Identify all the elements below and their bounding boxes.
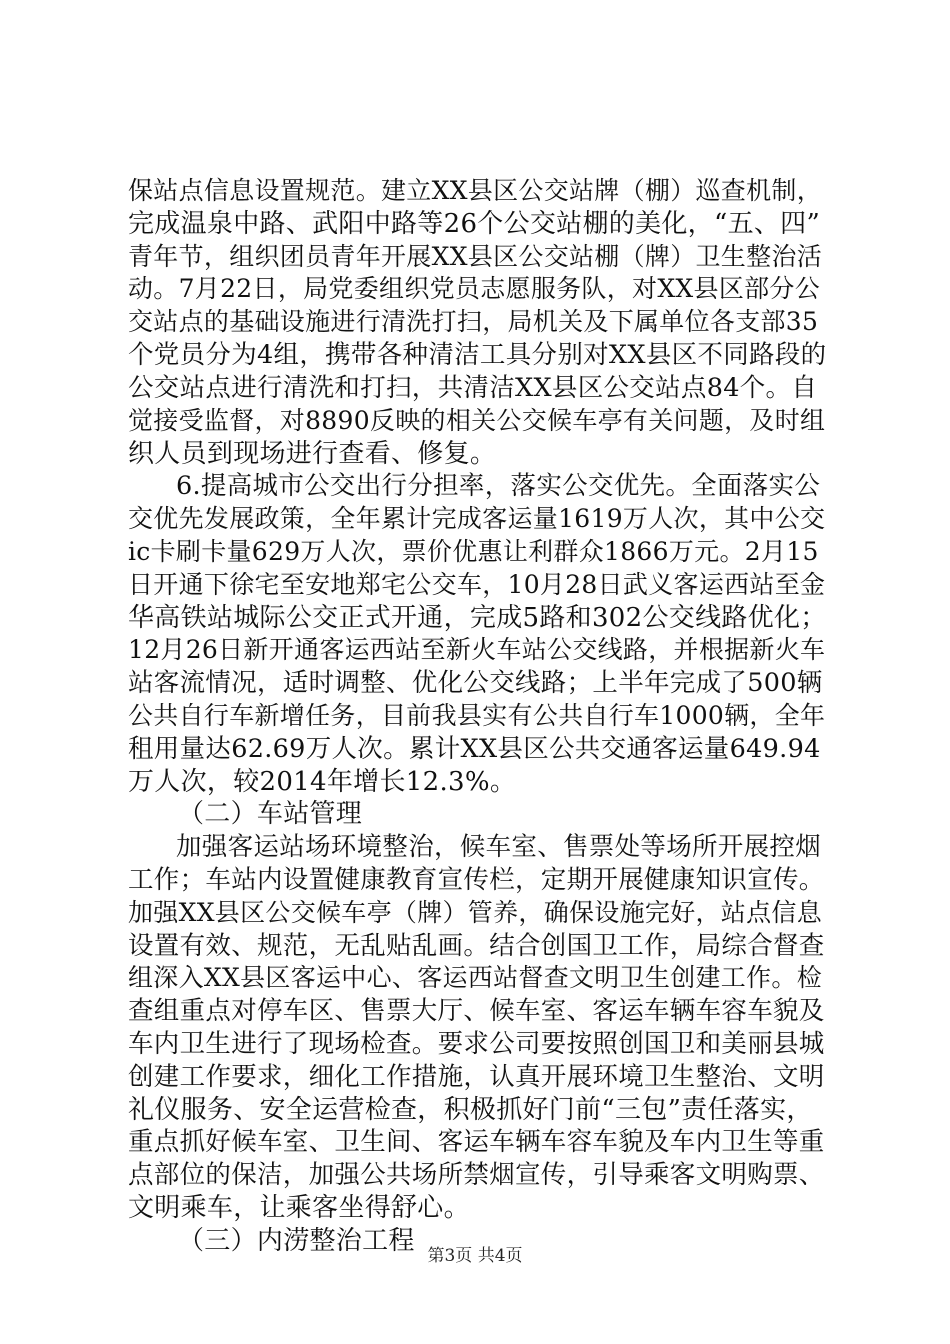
text-line: 加强XX县区公交候车亭（牌）管养，确保设施完好，站点信息 [128, 898, 822, 927]
text-line: 加强客运站场环境整治，候车室、售票处等场所开展控烟 [176, 832, 822, 862]
text-line: 个党员分为4组，携带各种清洁工具分别对XX县区不同路段的 [128, 340, 827, 370]
text-line: 青年节，组织团员青年开展XX县区公交站棚（牌）卫生整治活 [128, 242, 822, 271]
text-line: 觉接受监督，对8890反映的相关公交候车亭有关问题，及时组 [128, 406, 826, 435]
section-heading: （二）车站管理 [178, 799, 363, 829]
text-line: 公交站点进行清洗和打扫，共清洁XX县区公交站点84个。自 [128, 373, 818, 403]
text-line: 动。7月22日，局党委组织党员志愿服务队，对XX县区部分公 [128, 274, 821, 303]
text-line: 组深入XX县区客运中心、客运西站督查文明卫生创建工作。检 [128, 963, 822, 992]
text-line: 点部位的保洁，加强公共场所禁烟宣传，引导乘客文明购票、 [128, 1160, 825, 1190]
text-line: 织人员到现场进行查看、修复。 [128, 439, 497, 469]
text-line: 保站点信息设置规范。建立XX县区公交站牌（棚）巡查机制， [128, 176, 822, 205]
text-line: 12月26日新开通客运西站至新火车站公交线路，并根据新火车 [128, 635, 826, 664]
text-line: 车内卫生进行了现场检查。要求公司要按照创国卫和美丽县城 [128, 1029, 825, 1059]
text-line: 工作；车站内设置健康教育宣传栏，定期开展健康知识宣传。 [128, 865, 825, 895]
text-line: 日开通下徐宅至安地郑宅公交车，10月28日武义客运西站至金 [128, 570, 826, 599]
text-line: 交优先发展政策，全年累计完成客运量1619万人次，其中公交 [128, 504, 826, 533]
text-line: 礼仪服务、安全运营检查，积极抓好门前“三包”责任落实， [128, 1095, 813, 1125]
text-line: 华高铁站城际公交正式开通，完成5路和302公交线路优化； [128, 603, 827, 633]
text-line: 站客流情况，适时调整、优化公交线路；上半年完成了500辆 [128, 668, 823, 698]
text-line: 创建工作要求，细化工作措施，认真开展环境卫生整治、文明 [128, 1062, 825, 1092]
page-number-footer: 第3页 共4页 [427, 1246, 523, 1266]
text-line: 重点抓好候车室、卫生间、客运车辆车容车貌及车内卫生等重 [128, 1127, 825, 1157]
text-line: 交站点的基础设施进行清洗打扫，局机关及下属单位各支部35 [128, 307, 819, 336]
text-line: 设置有效、规范，无乱贴乱画。结合创国卫工作，局综合督查 [128, 931, 825, 961]
text-line: 文明乘车，让乘客坐得舒心。 [128, 1193, 470, 1223]
text-line: 查组重点对停车区、售票大厅、候车室、客运车辆车容车貌及 [128, 996, 825, 1026]
section-heading: （三）内涝整治工程 [178, 1226, 415, 1256]
text-line: 完成温泉中路、武阳中路等26个公交站棚的美化，“五、四” [128, 209, 821, 239]
text-line: 租用量达62.69万人次。累计XX县区公共交通客运量649.94 [128, 734, 821, 764]
text-line: 万人次，较2014年增长12.3%。 [128, 767, 517, 797]
text-line: 公共自行车新增任务，目前我县实有公共自行车1000辆，全年 [128, 701, 826, 730]
text-line: 6.提高城市公交出行分担率，落实公交优先。全面落实公 [176, 471, 821, 501]
text-line: ic卡刷卡量629万人次，票价优惠让利群众1866万元。2月15 [128, 537, 819, 566]
